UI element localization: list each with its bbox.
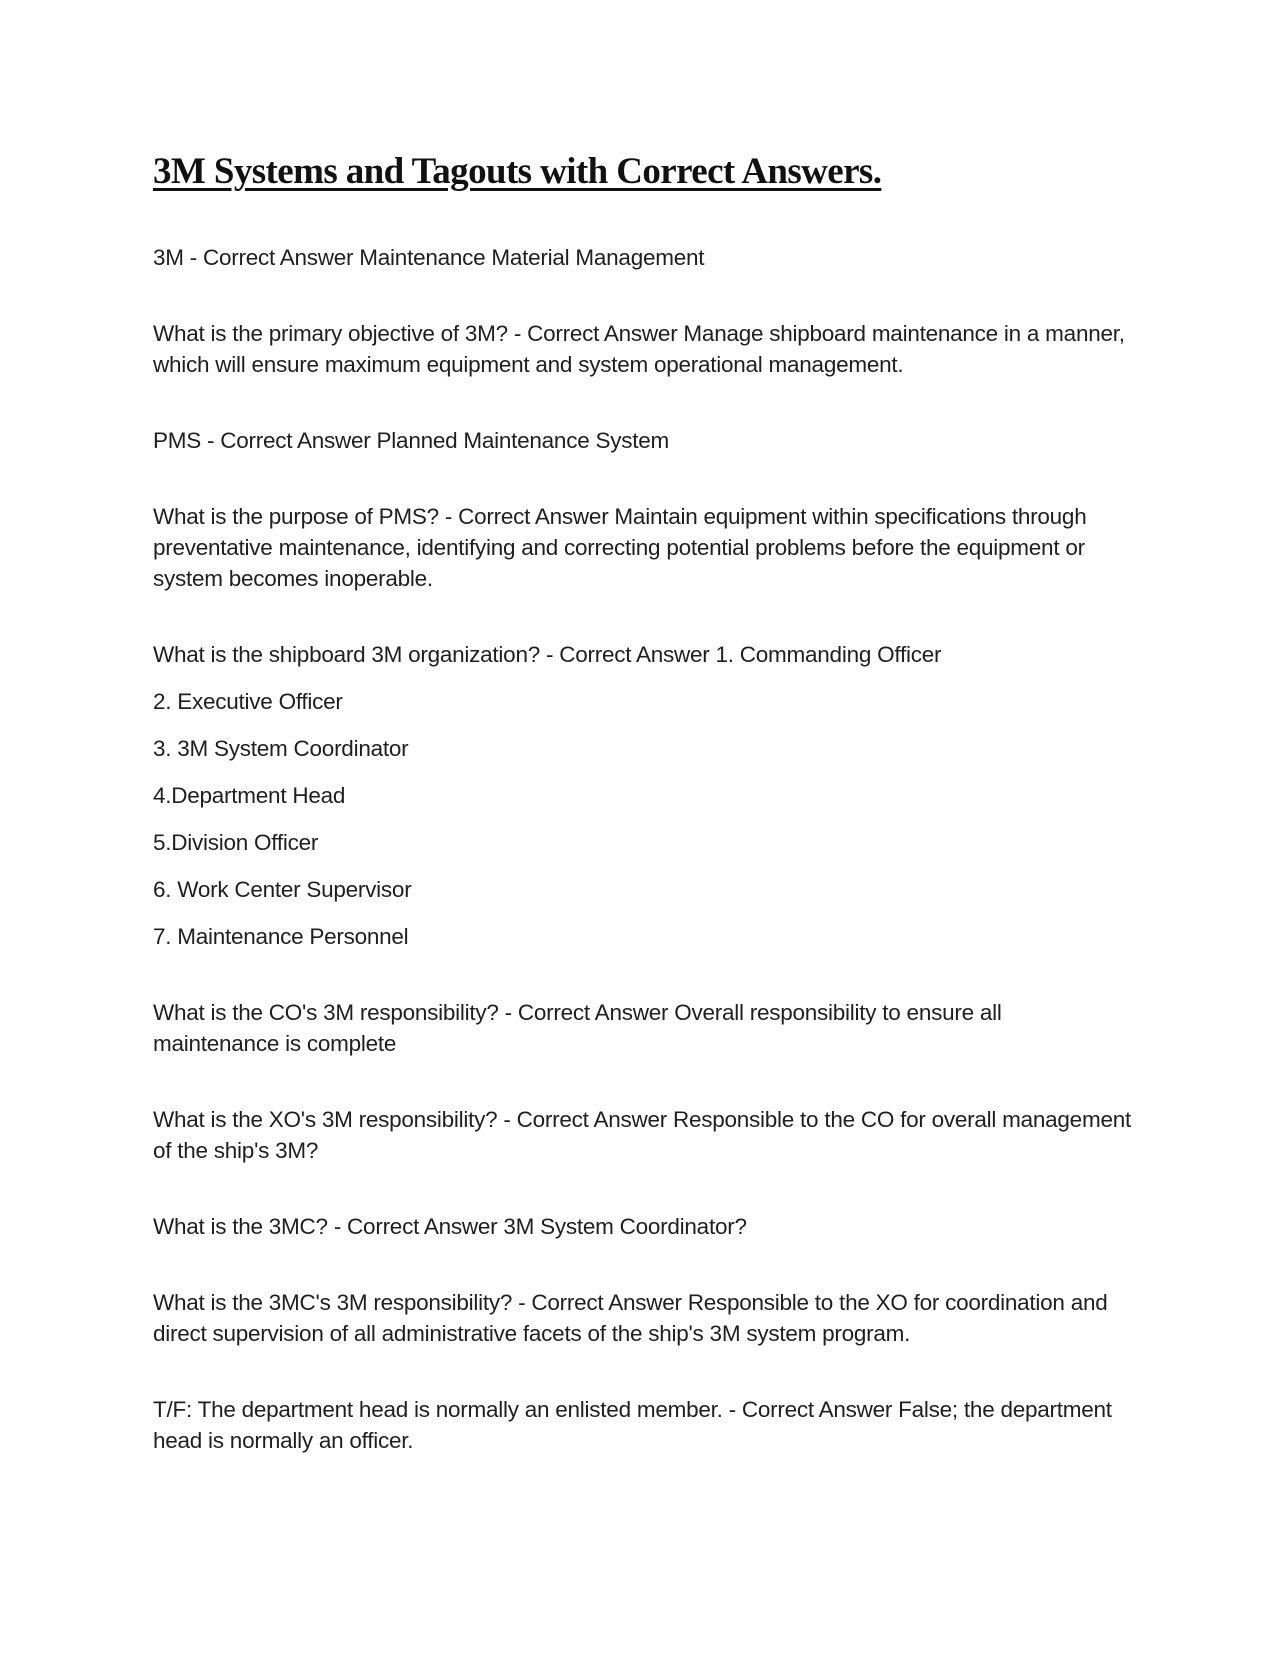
qa-entry-pms: PMS - Correct Answer Planned Maintenance System bbox=[153, 428, 669, 453]
document-title: 3M Systems and Tagouts with Correct Answers. bbox=[153, 151, 882, 192]
list-item: 5.Division Officer bbox=[153, 830, 319, 855]
document-content bbox=[153, 150, 1133, 1501]
qa-entry-3m: 3M - Correct Answer Maintenance Material Management bbox=[153, 245, 705, 270]
list-item: 6. Work Center Supervisor bbox=[153, 877, 412, 902]
organization-list bbox=[153, 686, 1133, 952]
list-item: 2. Executive Officer bbox=[153, 689, 343, 714]
list-item: 7. Maintenance Personnel bbox=[153, 924, 409, 949]
qa-entry-xo-responsibility: What is the XO's 3M responsibility? - Correct Answer Responsible to the CO for overall management of the ship's 3M? bbox=[153, 1107, 1131, 1163]
list-item: 3. 3M System Coordinator bbox=[153, 736, 409, 761]
qa-entry-3mc-responsibility: What is the 3MC's 3M responsibility? - Correct Answer Responsible to the XO for coordination and direct supervision of all administrative facets of the ship's 3M system program. bbox=[153, 1290, 1108, 1346]
qa-entry-co-responsibility: What is the CO's 3M responsibility? - Correct Answer Overall responsibility to ensure all maintenance is complete bbox=[153, 1000, 1002, 1056]
qa-entry-true-false-department-head: T/F: The department head is normally an enlisted member. - Correct Answer False; the department head is normally an officer. bbox=[153, 1397, 1112, 1453]
qa-entry-3mc: What is the 3MC? - Correct Answer 3M System Coordinator? bbox=[153, 1214, 747, 1239]
qa-entry-primary-objective: What is the primary objective of 3M? - Correct Answer Manage shipboard maintenance in a manner, which will ensure maximum equipment and system operational management. bbox=[153, 321, 1125, 377]
qa-entry-pms-purpose: What is the purpose of PMS? - Correct Answer Maintain equipment within specifications through preventative maintenance, identifying and correcting potential problems before the equipment or system becomes inoperable. bbox=[153, 504, 1087, 591]
qa-entry-shipboard-organization: What is the shipboard 3M organization? - Correct Answer 1. Commanding Officer bbox=[153, 642, 942, 667]
list-item: 4.Department Head bbox=[153, 783, 346, 808]
